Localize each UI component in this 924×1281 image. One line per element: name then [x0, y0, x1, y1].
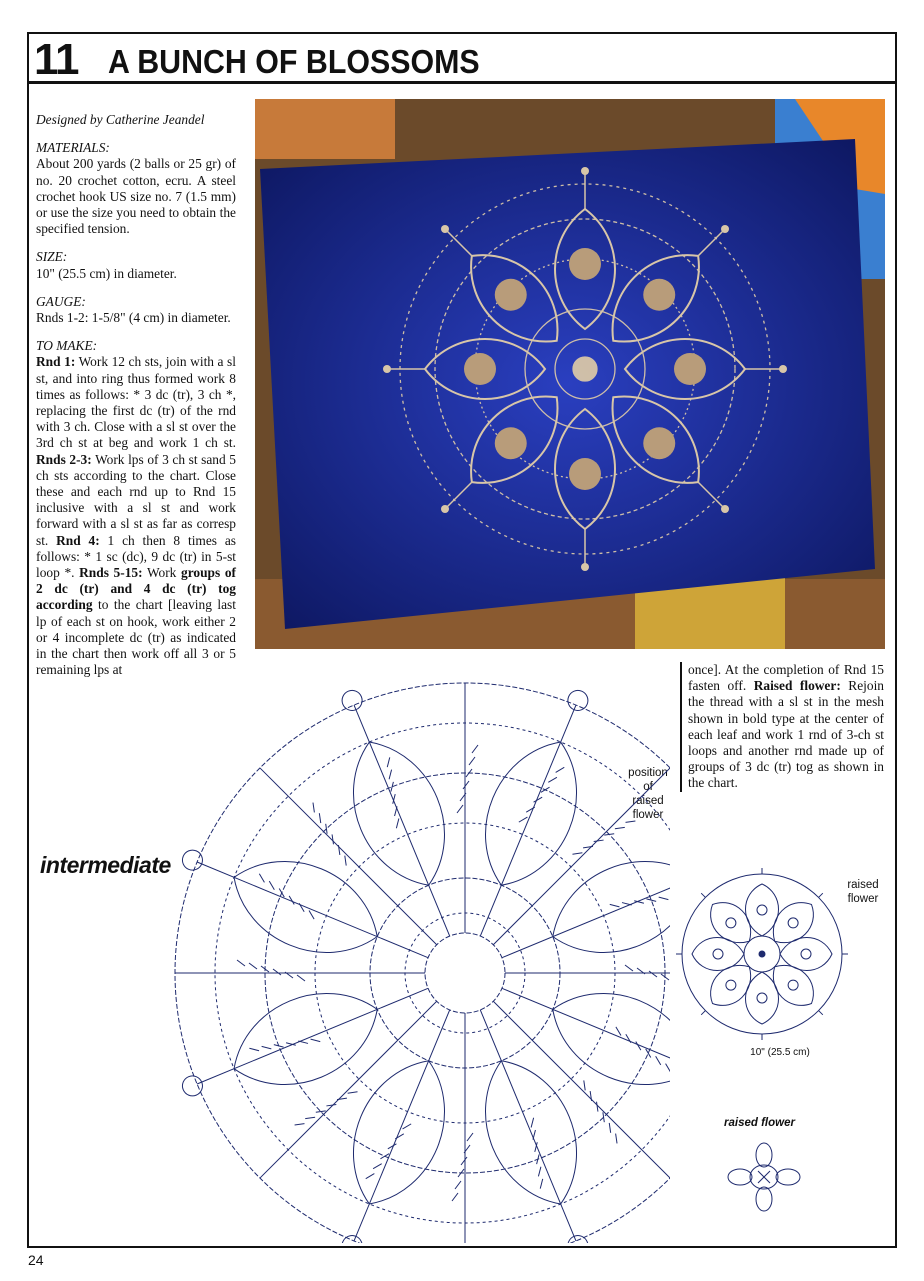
gauge-heading: GAUGE:	[36, 293, 86, 309]
designer: Designed by Catherine Jeandel	[36, 112, 205, 127]
crochet-chart	[140, 668, 670, 1243]
size-heading: SIZE:	[36, 249, 68, 265]
gauge-text: Rnds 1-2: 1-5/8" (4 cm) in diameter.	[36, 310, 231, 326]
right-column: once]. At the completion of Rnd 15 fasten off. Raised flower: Rejoin the thread with a sl st in the mesh shown in bold type at the center of each leaf and work 1 rnd of 3-ch st loops and another rnd made up of groups of 3 dc (tr) tog as shown in the chart.	[680, 662, 884, 792]
raised-flower-title: raised flower	[724, 1117, 795, 1129]
position-label: position of raised flower	[628, 767, 668, 821]
pattern-number: 11	[34, 35, 79, 84]
page-number: 24	[28, 1252, 44, 1268]
raised-flower-label: raised flower	[847, 879, 879, 905]
materials-text: About 200 yards (2 balls or 25 gr) of no. 20 crochet cotton, ecru. A steel crochet hook US size no. 7 (1.5 mm) or use the size you need to obtain the specified tension.	[36, 156, 236, 237]
doily-outline-diagram	[672, 868, 852, 1043]
instructions: Rnd 1: Work 12 ch sts, join with a sl st, and into ring thus formed work 8 times as follows: * 3 dc (tr), 3 ch *, replacing the first dc (tr) of the rnd with 3 ch. Close with a sl st over the 3rd ch st at beg and work 1 ch st. Rnds 2-3: Work lps of 3 ch st sand 5 ch sts according to the chart. Close these and each rnd up to Rnd 15 inclusive with a sl st and work forward with a sl st as far as corresp st. Rnd 4: 1 ch then 8 times as follows: * 1 sc (dc), 9 dc (tr) in 5-st loop *. Rnds 5-15: Work groups of 2 dc (tr) and 4 dc (tr) tog according to the chart [leaving last lp of each st on hook, work either 2 or 4 incomplete dc (tr) as indicated in the chart then work off all 3 or 5 remaining lps at	[36, 354, 237, 678]
raised-flower-diagram	[724, 1135, 804, 1220]
materials-heading: MATERIALS:	[36, 140, 110, 156]
tomake-heading: TO MAKE:	[36, 338, 98, 354]
dimension-label: 10" (25.5 cm)	[750, 1047, 810, 1058]
page-title: A BUNCH OF BLOSSOMS	[108, 43, 480, 80]
size-text: 10" (25.5 cm) in diameter.	[36, 265, 177, 281]
doily-photo	[255, 99, 885, 649]
skill-level-badge: intermediate	[40, 852, 171, 878]
left-column	[36, 112, 236, 679]
